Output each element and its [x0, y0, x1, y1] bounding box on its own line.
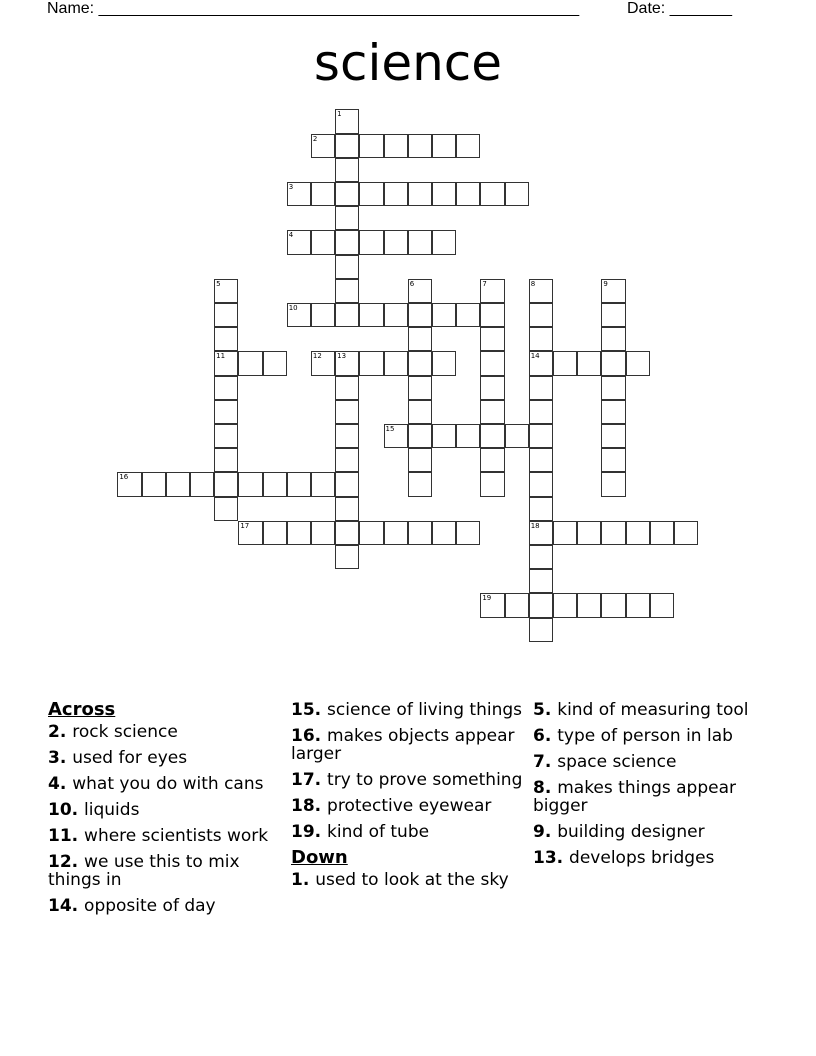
clue-number: 5	[216, 279, 221, 288]
clue-item	[291, 771, 526, 789]
clue-item	[48, 897, 283, 915]
clue-item	[533, 823, 768, 841]
grid-cell[interactable]	[408, 351, 432, 375]
grid-cell[interactable]	[214, 472, 238, 496]
clue-text: opposite of day	[84, 896, 216, 916]
grid-cell[interactable]	[214, 279, 238, 303]
grid-cell[interactable]	[529, 279, 553, 303]
clue-number: 9	[603, 279, 608, 288]
clue-text: used to look at the sky	[315, 870, 509, 890]
grid-cell[interactable]	[601, 351, 625, 375]
grid-cell[interactable]	[601, 448, 625, 472]
grid-cell[interactable]	[432, 303, 456, 327]
grid-cell[interactable]	[311, 472, 335, 496]
grid-cell[interactable]	[529, 376, 553, 400]
clue-item	[48, 723, 283, 741]
grid-cell[interactable]	[601, 400, 625, 424]
clue-num: 10.	[48, 800, 85, 820]
grid-cell[interactable]	[432, 351, 456, 375]
down-heading: Down	[291, 847, 348, 868]
grid-cell[interactable]	[480, 424, 504, 448]
grid-cell[interactable]	[626, 521, 650, 545]
clue-text: where scientists work	[84, 826, 269, 846]
grid-cell[interactable]	[456, 424, 480, 448]
clue-num: 3.	[48, 748, 73, 768]
date-blank[interactable]: _______	[669, 0, 732, 17]
grid-cell[interactable]	[408, 230, 432, 254]
grid-cell[interactable]	[601, 279, 625, 303]
grid-cell[interactable]	[384, 521, 408, 545]
grid-cell[interactable]	[456, 182, 480, 206]
grid-cell[interactable]	[214, 448, 238, 472]
grid-cell[interactable]	[529, 593, 553, 617]
grid-cell[interactable]	[408, 472, 432, 496]
grid-cell[interactable]	[626, 593, 650, 617]
clues-column-3	[533, 701, 768, 875]
clue-text: makes things appear bigger	[533, 778, 737, 816]
clue-num: 15.	[291, 700, 328, 720]
clue-number: 10	[288, 303, 298, 312]
grid-cell[interactable]	[650, 593, 674, 617]
grid-cell[interactable]	[287, 303, 311, 327]
grid-cell[interactable]	[359, 521, 383, 545]
grid-cell[interactable]	[480, 279, 504, 303]
clue-number: 17	[240, 521, 250, 530]
grid-cell[interactable]	[529, 521, 553, 545]
grid-cell[interactable]	[456, 521, 480, 545]
grid-cell[interactable]	[335, 497, 359, 521]
grid-cell[interactable]	[287, 521, 311, 545]
clue-item	[533, 779, 768, 815]
grid-cell[interactable]	[335, 521, 359, 545]
grid-cell[interactable]	[432, 182, 456, 206]
clue-text: develops bridges	[569, 848, 715, 868]
grid-cell[interactable]	[626, 351, 650, 375]
grid-cell[interactable]	[335, 279, 359, 303]
puzzle-title: science	[313, 34, 503, 92]
grid-cell[interactable]	[529, 472, 553, 496]
grid-cell[interactable]	[335, 545, 359, 569]
clue-text: makes objects appear larger	[291, 726, 515, 764]
clue-num: 13.	[533, 848, 570, 868]
grid-cell[interactable]	[505, 593, 529, 617]
grid-cell[interactable]	[553, 351, 577, 375]
grid-cell[interactable]	[384, 351, 408, 375]
grid-cell[interactable]	[480, 351, 504, 375]
clue-num: 5.	[533, 700, 558, 720]
clue-num: 11.	[48, 826, 85, 846]
grid-cell[interactable]	[408, 303, 432, 327]
clue-text: type of person in lab	[557, 726, 733, 746]
grid-cell[interactable]	[214, 497, 238, 521]
clue-item	[533, 727, 768, 745]
clue-text: used for eyes	[72, 748, 188, 768]
clue-item	[291, 871, 526, 889]
grid-cell[interactable]	[480, 400, 504, 424]
grid-cell[interactable]	[480, 303, 504, 327]
grid-cell[interactable]	[214, 400, 238, 424]
grid-cell[interactable]	[480, 593, 504, 617]
grid-cell[interactable]	[674, 521, 698, 545]
clue-text: rock science	[72, 722, 178, 742]
clue-num: 14.	[48, 896, 85, 916]
grid-cell[interactable]	[553, 593, 577, 617]
grid-cell[interactable]	[359, 230, 383, 254]
grid-cell[interactable]	[335, 351, 359, 375]
clues-column-2	[291, 701, 526, 897]
clue-text: we use this to mix things in	[48, 852, 240, 890]
grid-cell[interactable]	[311, 182, 335, 206]
name-label: Name:	[47, 0, 99, 17]
grid-cell[interactable]	[335, 158, 359, 182]
clue-text: science of living things	[327, 700, 522, 720]
grid-cell[interactable]	[432, 521, 456, 545]
clue-text: liquids	[84, 800, 140, 820]
clue-num: 1.	[291, 870, 316, 890]
grid-cell[interactable]	[408, 327, 432, 351]
grid-cell[interactable]	[408, 134, 432, 158]
grid-cell[interactable]	[335, 400, 359, 424]
grid-cell[interactable]	[601, 303, 625, 327]
clue-number: 2	[312, 134, 318, 143]
grid-cell[interactable]	[117, 472, 141, 496]
clue-item	[533, 753, 768, 771]
clue-num: 9.	[533, 822, 558, 842]
grid-cell[interactable]	[287, 182, 311, 206]
grid-cell[interactable]	[650, 521, 674, 545]
clue-num: 17.	[291, 770, 328, 790]
grid-cell[interactable]	[529, 327, 553, 351]
clue-item	[48, 801, 283, 819]
clue-text: building designer	[557, 822, 705, 842]
grid-cell[interactable]	[529, 424, 553, 448]
grid-cell[interactable]	[263, 521, 287, 545]
grid-cell[interactable]	[601, 424, 625, 448]
grid-cell[interactable]	[529, 303, 553, 327]
grid-cell[interactable]	[335, 472, 359, 496]
grid-cell[interactable]	[335, 376, 359, 400]
grid-cell[interactable]	[311, 303, 335, 327]
grid-cell[interactable]	[505, 424, 529, 448]
grid-cell[interactable]	[311, 134, 335, 158]
clue-item	[48, 775, 283, 793]
clues-column-1	[48, 701, 283, 923]
clue-item	[291, 727, 526, 763]
clue-num: 8.	[533, 778, 558, 798]
grid-cell[interactable]	[359, 182, 383, 206]
grid-cell[interactable]	[601, 521, 625, 545]
grid-cell[interactable]	[238, 521, 262, 545]
clue-text: kind of tube	[327, 822, 430, 842]
grid-cell[interactable]	[432, 134, 456, 158]
grid-cell[interactable]	[480, 327, 504, 351]
grid-cell[interactable]	[553, 521, 577, 545]
grid-cell[interactable]	[505, 182, 529, 206]
grid-cell[interactable]	[456, 303, 480, 327]
grid-cell[interactable]	[287, 230, 311, 254]
clue-number: 18	[530, 521, 540, 530]
grid-cell[interactable]	[529, 448, 553, 472]
grid-cell[interactable]	[214, 327, 238, 351]
clue-number: 14	[530, 352, 540, 361]
grid-cell[interactable]	[359, 351, 383, 375]
clue-item	[291, 701, 526, 719]
grid-cell[interactable]	[529, 569, 553, 593]
grid-cell[interactable]	[142, 472, 166, 496]
grid-cell[interactable]	[432, 424, 456, 448]
grid-cell[interactable]	[601, 593, 625, 617]
clue-number: 1	[337, 110, 342, 119]
grid-cell[interactable]	[529, 351, 553, 375]
clue-num: 4.	[48, 774, 73, 794]
grid-cell[interactable]	[529, 545, 553, 569]
grid-cell[interactable]	[214, 376, 238, 400]
grid-cell[interactable]	[577, 593, 601, 617]
clue-text: what you do with cans	[72, 774, 264, 794]
grid-cell[interactable]	[214, 351, 238, 375]
grid-cell[interactable]	[480, 448, 504, 472]
grid-cell[interactable]	[408, 424, 432, 448]
name-blank[interactable]: ______________________________________________________	[98, 0, 580, 17]
clue-num: 19.	[291, 822, 328, 842]
grid-cell[interactable]	[601, 472, 625, 496]
grid-cell[interactable]	[408, 521, 432, 545]
grid-cell[interactable]	[408, 376, 432, 400]
grid-cell[interactable]	[384, 134, 408, 158]
clue-item	[533, 849, 768, 867]
clue-number: 3	[288, 182, 294, 191]
clue-num: 7.	[533, 752, 558, 772]
grid-cell[interactable]	[577, 351, 601, 375]
grid-cell[interactable]	[432, 230, 456, 254]
across-heading: Across	[48, 699, 116, 720]
grid-cell[interactable]	[408, 448, 432, 472]
clue-num: 6.	[533, 726, 558, 746]
grid-cell[interactable]	[480, 376, 504, 400]
clue-number: 4	[288, 231, 294, 240]
date-label: Date:	[627, 0, 670, 17]
grid-cell[interactable]	[335, 303, 359, 327]
grid-cell[interactable]	[335, 424, 359, 448]
grid-cell[interactable]	[335, 109, 359, 133]
grid-cell[interactable]	[311, 351, 335, 375]
clue-text: space science	[557, 752, 677, 772]
clue-text: kind of measuring tool	[557, 700, 749, 720]
grid-cell[interactable]	[529, 400, 553, 424]
clue-number: 11	[216, 352, 226, 361]
grid-cell[interactable]	[529, 497, 553, 521]
clue-number: 7	[482, 279, 487, 288]
clue-item	[48, 853, 283, 889]
clue-num: 16.	[291, 726, 328, 746]
grid-cell[interactable]	[335, 448, 359, 472]
grid-cell[interactable]	[287, 472, 311, 496]
grid-cell[interactable]	[384, 303, 408, 327]
clue-text: try to prove something	[327, 770, 523, 790]
grid-cell[interactable]	[335, 134, 359, 158]
grid-cell[interactable]	[384, 424, 408, 448]
grid-cell[interactable]	[408, 182, 432, 206]
grid-cell[interactable]	[335, 255, 359, 279]
grid-cell[interactable]	[408, 400, 432, 424]
clue-number: 19	[482, 594, 492, 603]
grid-cell[interactable]	[311, 230, 335, 254]
grid-cell[interactable]	[335, 182, 359, 206]
grid-cell[interactable]	[238, 472, 262, 496]
clue-item	[291, 823, 526, 841]
grid-cell[interactable]	[480, 472, 504, 496]
grid-cell[interactable]	[190, 472, 214, 496]
clue-number: 13	[337, 352, 347, 361]
grid-cell[interactable]	[601, 327, 625, 351]
grid-cell[interactable]	[263, 351, 287, 375]
clue-number: 15	[385, 424, 395, 433]
grid-cell[interactable]	[384, 230, 408, 254]
grid-cell[interactable]	[335, 230, 359, 254]
clue-number: 12	[312, 352, 322, 361]
grid-cell[interactable]	[166, 472, 190, 496]
grid-cell[interactable]	[238, 351, 262, 375]
grid-cell[interactable]	[335, 206, 359, 230]
clue-item	[291, 797, 526, 815]
clue-text: protective eyewear	[327, 796, 492, 816]
grid-cell[interactable]	[577, 521, 601, 545]
grid-cell[interactable]	[214, 424, 238, 448]
clue-item	[48, 749, 283, 767]
grid-cell[interactable]	[311, 521, 335, 545]
clue-item	[533, 701, 768, 719]
grid-cell[interactable]	[456, 134, 480, 158]
grid-cell[interactable]	[601, 376, 625, 400]
grid-cell[interactable]	[263, 472, 287, 496]
grid-cell[interactable]	[359, 303, 383, 327]
grid-cell[interactable]	[359, 134, 383, 158]
clue-item	[48, 827, 283, 845]
clue-number: 16	[119, 473, 129, 482]
grid-cell[interactable]	[408, 279, 432, 303]
grid-cell[interactable]	[529, 618, 553, 642]
clue-number: 6	[409, 279, 415, 288]
clue-num: 18.	[291, 796, 328, 816]
grid-cell[interactable]	[480, 182, 504, 206]
grid-cell[interactable]	[214, 303, 238, 327]
clue-number: 8	[530, 279, 536, 288]
grid-cell[interactable]	[384, 182, 408, 206]
clue-num: 2.	[48, 722, 73, 742]
clue-num: 12.	[48, 852, 85, 872]
